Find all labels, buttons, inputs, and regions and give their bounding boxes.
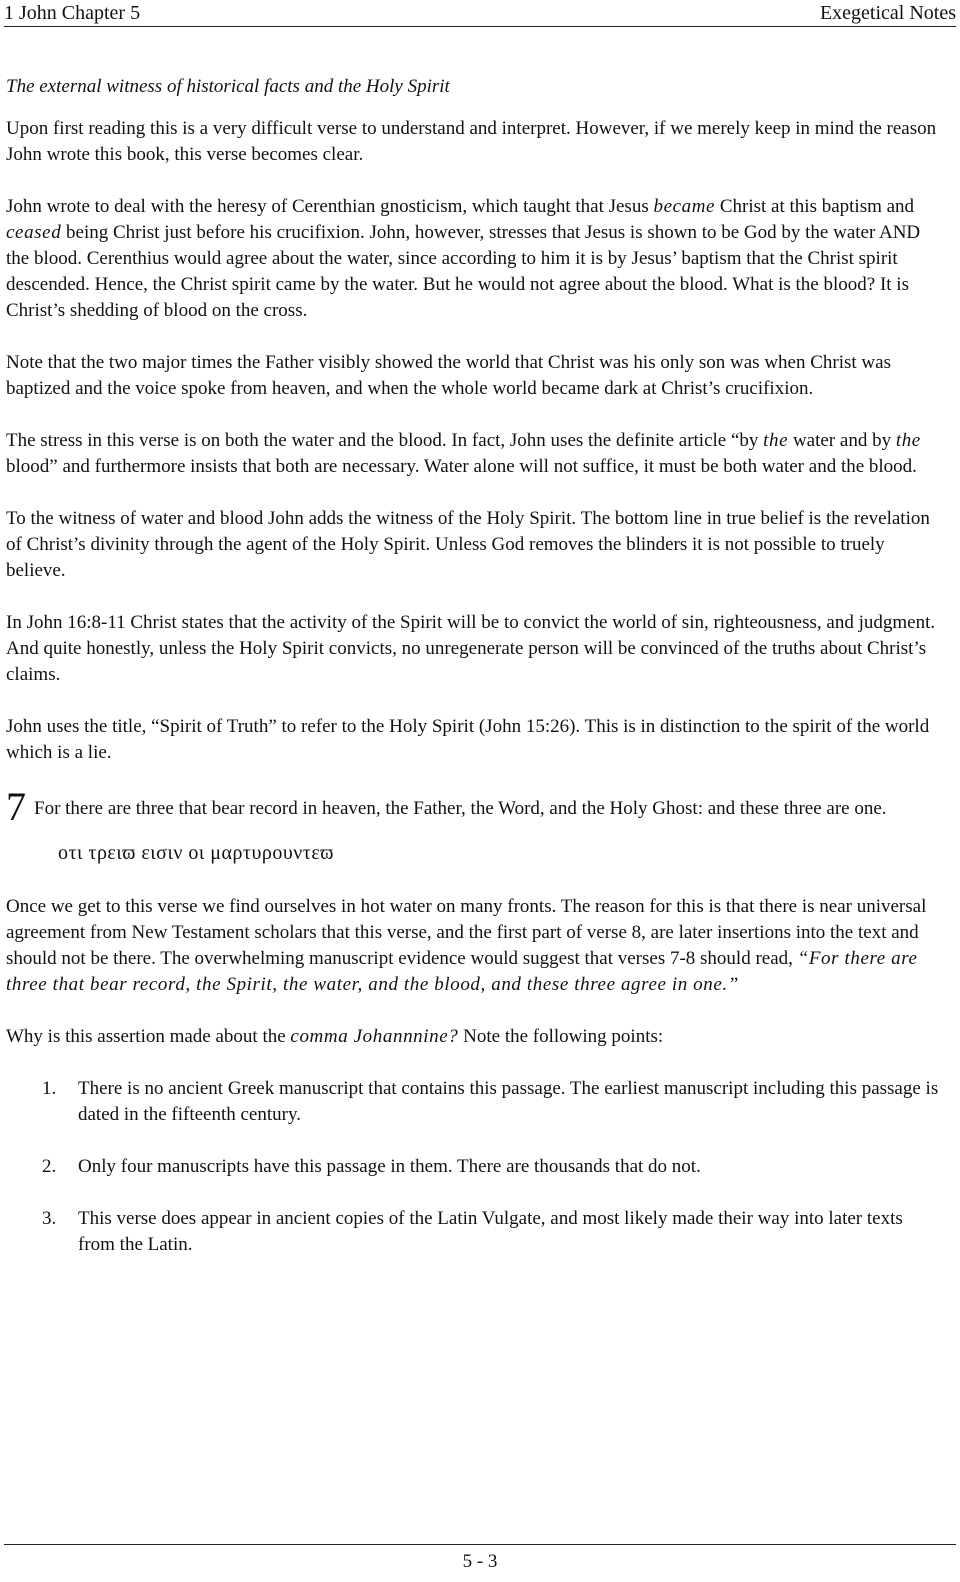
paragraph-comma-johannine [6,1024,942,1050]
paragraph-insertion [6,894,942,998]
verse-7 [6,784,942,829]
header-section-title: Exegetical Notes [819,2,956,24]
header-chapter-title: 1 John Chapter 5 [4,2,141,24]
paragraph-spirit-of-truth: John uses the title, “Spirit of Truth” to refer to the Holy Spirit (John 15:26). This is in distinction to the spirit of the world which is a lie. [6,716,930,763]
emphasis-the-2: the [895,430,921,451]
paragraph-water-blood [6,428,942,480]
italic-quote: “For there are three that bear record, the Spirit, the water, and the blood, and these three agree in one.” [6,948,918,995]
list-number: 2. [42,1156,57,1177]
emphasis-the-1: the [763,430,789,451]
list-text: Only four manuscripts have this passage in them. There are thousands that do not. [78,1156,701,1177]
page-header [4,0,956,27]
text-run: being Christ just before his crucifixion. John, however, stresses that Jesus is shown to be God by the water AND the blood. Cerenthius would agree about the water, since according to him it is by Jesus’ baptism that the Christ spirit descended. Hence, the Christ spirit came by the water. But he would not agree about the blood. What is the blood? It is Christ’s shedding of blood on the cross. [6,222,921,321]
text-run: Why is this assertion made about the [6,1026,291,1047]
list-number: 1. [42,1078,57,1099]
paragraph-john-16: In John 16:8-11 Christ states that the activity of the Spirit will be to convict the world of sin, righteousness, and judgment. And quite honestly, unless the Holy Spirit convicts, no unregenerate person will be convinced of the truths about Christ’s claims. [6,612,936,685]
emphasis-ceased: ceased [6,222,62,243]
verse-number: 7 [6,784,26,829]
points-list [6,1076,942,1258]
section-heading: The external witness of historical facts and the Holy Spirit [6,76,450,97]
text-run: Christ at this baptism and [715,196,915,217]
list-item [6,1154,942,1180]
paragraph-intro: Upon first reading this is a very difficult verse to understand and interpret. However, if we merely keep in mind the reason John wrote this book, this verse becomes clear. [6,118,937,165]
document-body [6,74,942,1284]
list-text: There is no ancient Greek manuscript that contains this passage. The earliest manuscript including this passage is dated in the fifteenth century. [78,1078,939,1125]
text-run: The stress in this verse is on both the water and the blood. In fact, John uses the definite article “by [6,430,764,451]
list-item [6,1076,942,1128]
verse-text: For there are three that bear record in heaven, the Father, the Word, and the Holy Ghost: and these three are one. [34,798,887,819]
text-run: John wrote to deal with the heresy of Cerenthian gnosticism, which taught that Jesus [6,196,654,217]
text-run: blood” and furthermore insists that both are necessary. Water alone will not suffice, it must be both water and the blood. [6,456,917,477]
list-number: 3. [42,1208,57,1229]
text-run: Once we get to this verse we find ourselves in hot water on many fronts. The reason for this is that there is near universal agreement from New Testament scholars that this verse, and the first part of verse 8, are later insertions into the text and should not be there. The overwhelming manuscript evidence would suggest that verses 7-8 should read, [6,896,927,969]
emphasis-comma-johannine: comma Johannnine? [290,1026,459,1047]
paragraph-father-witness: Note that the two major times the Father visibly showed the world that Christ was his only son was when Christ was baptized and the voice spoke from heaven, and when the whole world became dark at Christ’s crucifixion. [6,352,891,399]
page-number: 5 - 3 [462,1551,498,1572]
paragraph-heresy [6,194,942,324]
list-text: This verse does appear in ancient copies of the Latin Vulgate, and most likely made their way into later texts from the Latin. [78,1208,903,1255]
text-run: Note the following points: [458,1026,664,1047]
greek-text: οτι τρειϖ εισιν οι μαρτυρουντεϖ [58,842,334,864]
page-footer [4,1544,956,1575]
text-run: water and by [788,430,896,451]
list-item [6,1206,942,1258]
emphasis-became: became [653,196,716,217]
paragraph-holy-spirit: To the witness of water and blood John adds the witness of the Holy Spirit. The bottom line in true belief is the revelation of Christ’s divinity through the agent of the Holy Spirit. Unless God removes the blinders it is not possible to truely believe. [6,508,930,581]
